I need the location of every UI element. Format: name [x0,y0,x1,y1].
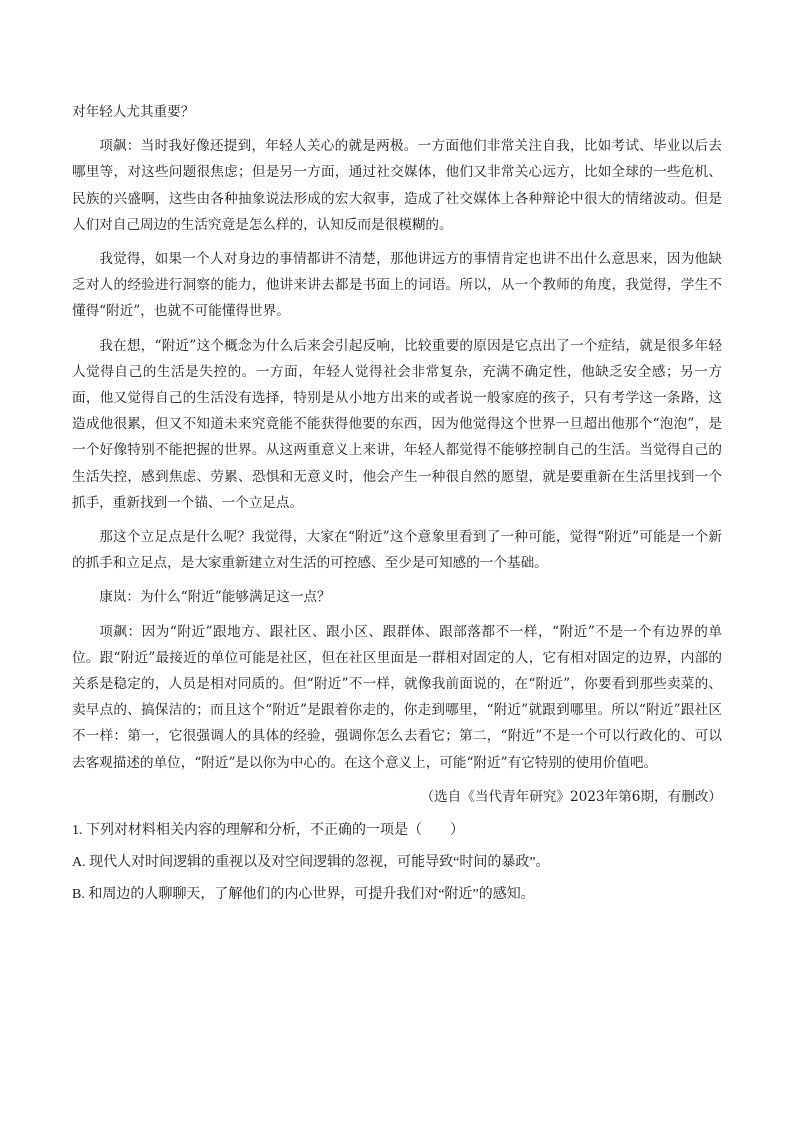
paragraph: 我在想，“附近”这个概念为什么后来会引起反响，比较重要的原因是它点出了一个症结，就是很多年轻人觉得自己的生活是失控的。一方面，年轻人觉得社会非常复杂，充满不确定性，他缺乏安全感；另一方面，他又觉得自己的生活没有选择，特别是从小地方出来的或者说一般家庭的孩子，只有考学这一条路，这造成他很累，但又不知道未来究竟能不能获得他要的东西，因为他觉得这个世界一旦超出他那个“泡泡”，是一个好像特别不能把握的世界。从这两重意义上来讲，年轻人都觉得不能够控制自己的生活。当觉得自己的生活失控，感到焦虑、劳累、恐惧和无意义时，他会产生一种很自然的愿望，就是要重新在生活里找到一个抓手，重新找到一个锚、一个立足点。 [72,337,722,511]
option-a: A. 现代人对时间逻辑的重视以及对空间逻辑的忽视，可能导致“时间的暴政”。 [72,855,550,871]
question-stem: 1. 下列对材料相关内容的理解和分析，不正确的一项是（ ） [72,823,464,839]
paragraph: 项飙：当时我好像还提到，年轻人关心的就是两极。一方面他们非常关注自我，比如考试、毕业以后去哪里等，对这些问题很焦虑；但是另一方面，通过社交媒体，他们又非常关心远方，比如全球的一些危机、民族的兴盛啊，这些由各种抽象说法形成的宏大叙事，造成了社交媒体上各种辩论中很大的情绪波动。但是人们对自己周边的生活究竟是怎么样的，认知反而是很模糊的。 [72,138,722,233]
article-body [72,99,722,914]
paragraph: 那这个立足点是什么呢？我觉得，大家在“附近”这个意象里看到了一种可能，觉得“附近”可能是一个新的抓手和立足点，是大家重新建立对生活的可控感、至少是可知感的一个基础。 [72,529,722,572]
option-b: B. 和周边的人聊聊天，了解他们的内心世界，可提升我们对“附近”的感知。 [72,887,535,903]
paragraph: 项飙：因为“附近”跟地方、跟社区、跟小区、跟群体、跟部落都不一样，“附近”不是一个有边界的单位。跟“附近”最接近的单位可能是社区，但在社区里面是一群相对固定的人，它有相对固定的边界，内部的关系是稳定的，人员是相对同质的。但“附近”不一样，就像我前面说的，在“附近”，你要看到那些卖菜的、卖早点的、搞保洁的；而且这个“附近”是跟着你走的，你走到哪里，“附近”就跟到哪里。所以“附近”跟社区不一样：第一，它很强调人的具体的经验，强调你怎么去看它；第二，“附近”不是一个可以行政化的、可以去客观描述的单位，“附近”是以你为中心的。在这个意义上，可能“附近”有它特别的使用价值吧。 [72,623,722,771]
question-section [72,818,722,908]
paragraph: 我觉得，如果一个人对身边的事情都讲不清楚，那他讲远方的事情肯定也讲不出什么意思来，因为他缺乏对人的经验进行洞察的能力，他讲来讲去都是书面上的词语。所以，从一个教师的角度，我觉得，学生不懂得“附近”，也就不可能懂得世界。 [72,251,722,320]
paragraph: 康岚：为什么“附近”能够满足这一点？ [99,589,331,606]
source-citation: （选自《当代青年研究》2023年第6期，有删改） [420,788,722,805]
paragraph: 对年轻人尤其重要？ [72,104,195,120]
